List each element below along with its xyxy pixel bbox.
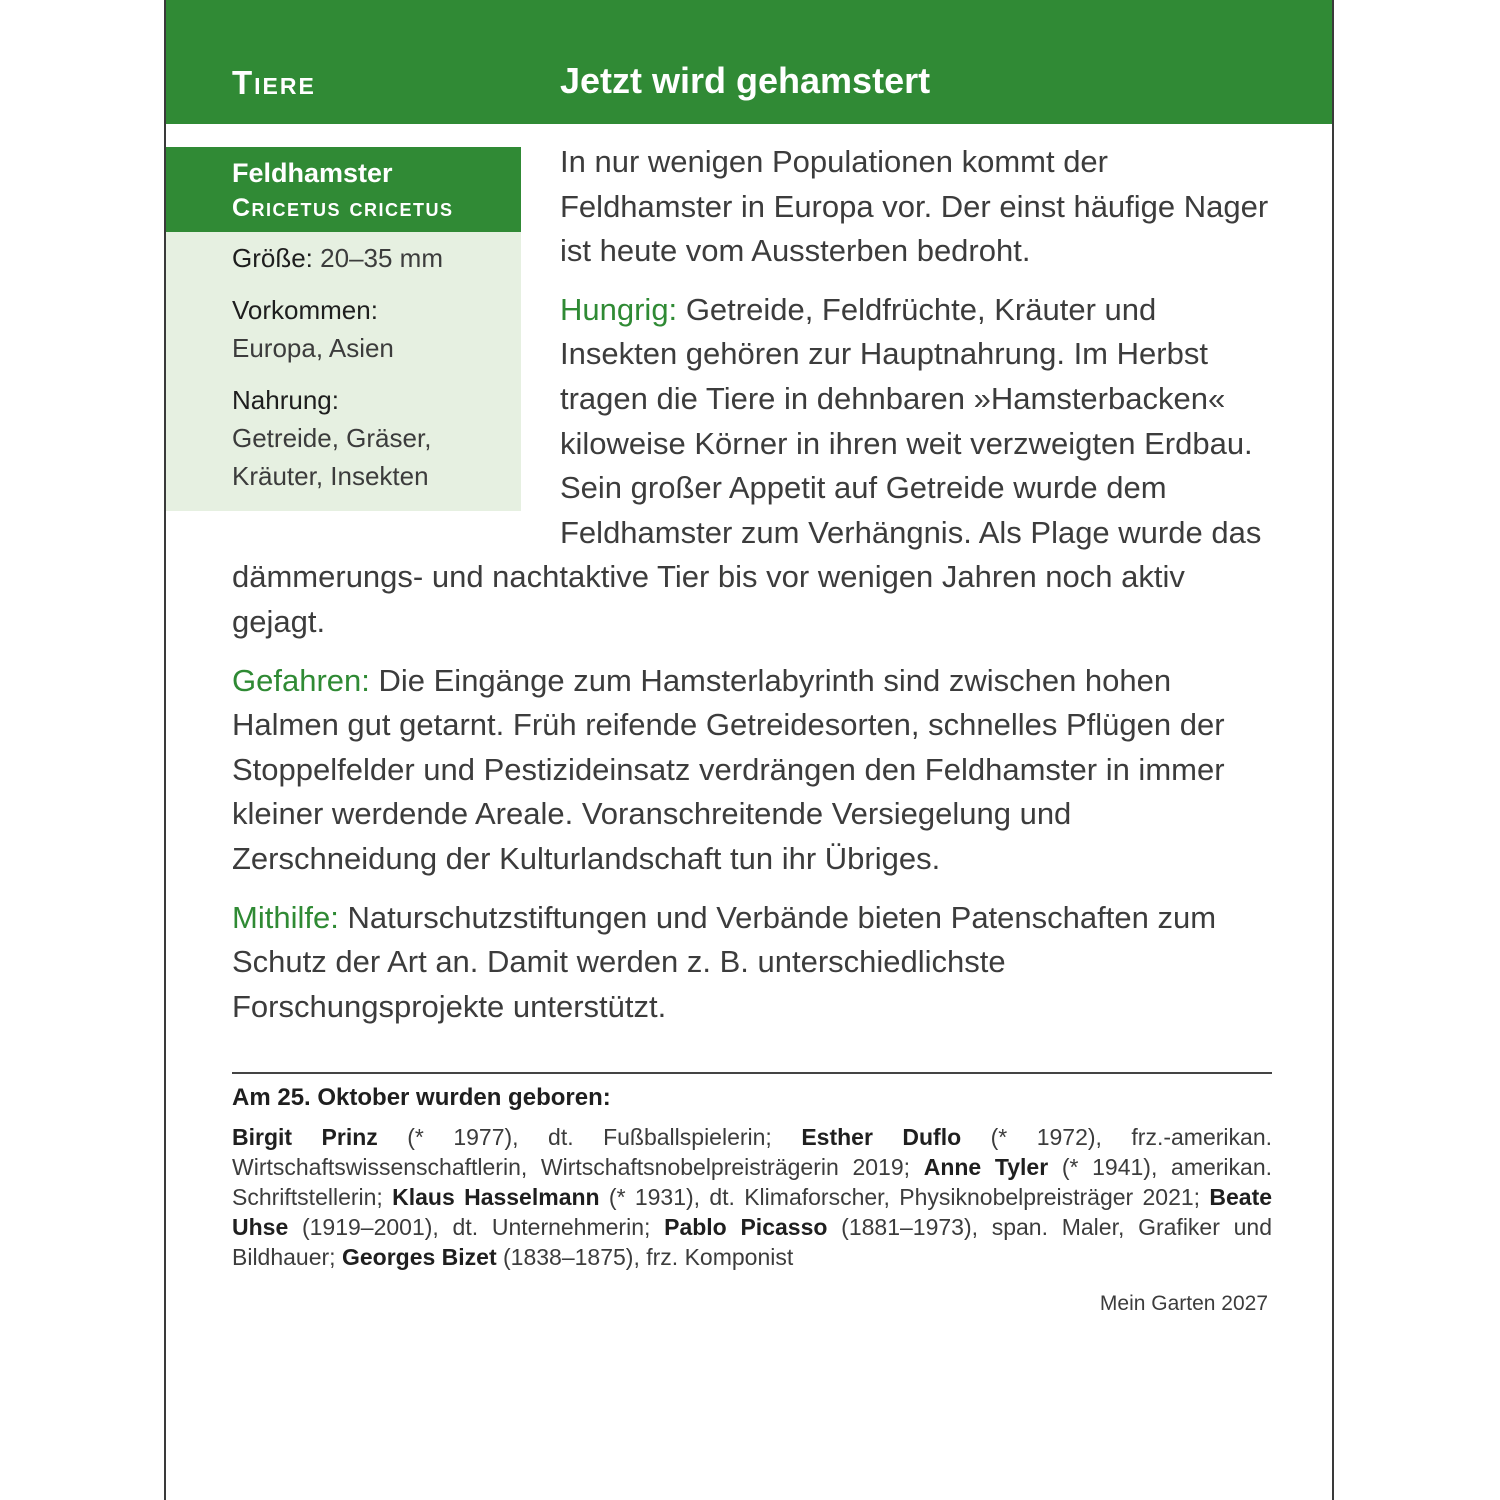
person-name: Georges Bizet <box>341 1244 497 1270</box>
category-label: Tiere <box>232 64 316 101</box>
person-info: (* 1941), amerikan. Schriftstellerin; <box>232 1154 1273 1210</box>
person-name: Anne Tyler <box>923 1154 1049 1180</box>
mithilfe-paragraph <box>232 896 1272 1030</box>
mithilfe-text: Naturschutzstiftungen und Verbände bieten Patenschaften zum Schutz der Art an. Damit werden z. B. unterschiedlichste Forschungsprojekte unterstützt. <box>232 899 1217 1024</box>
header-bar <box>166 0 1332 124</box>
food-label: Nahrung: <box>232 385 339 415</box>
birthdays-heading: Am 25. Oktober wurden geboren: <box>232 1084 611 1111</box>
divider <box>232 1072 1272 1074</box>
occurrence-label: Vorkommen: <box>232 295 378 325</box>
gefahren-text: Die Eingänge zum Hamsterlabyrinth sind zwischen hohen Halmen gut getarnt. Früh reifende Getreidesorten, schnelles Pflügen der Stoppelfelder und Pestizideinsatz verdrängen den Feldhamster in immer kleiner werdende Areale. Voranschreitende Versiegelung und Zerschneidung der Kulturlandschaft tun ihr Übriges. <box>232 662 1225 876</box>
person-info: (* 1977), dt. Fußballspielerin; <box>407 1124 772 1150</box>
person-info: (1881–1973), span. Maler, Grafiker und Bildhauer; <box>232 1214 1272 1270</box>
person-name: Birgit Prinz <box>232 1124 378 1150</box>
page-title: Jetzt wird gehamstert <box>560 60 931 101</box>
size-label: Größe: <box>232 243 313 273</box>
occurrence-value: Europa, Asien <box>232 333 394 363</box>
person-info: (1919–2001), dt. Unternehmerin; <box>301 1214 651 1240</box>
calendar-page <box>164 0 1334 1500</box>
person-info: (* 1972), frz.-amerikan. Wirtschaftswissenschaftlerin, Wirtschaftsnobelpreisträgerin 2019; <box>232 1124 1272 1180</box>
person-name: Beate Uhse <box>232 1184 1273 1240</box>
size-value: 20–35 mm <box>320 243 443 273</box>
intro-paragraph: In nur wenigen Populationen kommt der Feldhamster in Europa vor. Der einst häufige Nager ist heute vom Aussterben bedroht. <box>560 144 1269 269</box>
hungrig-label: Hungrig: <box>560 291 678 327</box>
food-value-line-2: Kräuter, Insekten <box>232 461 429 491</box>
person-info: (1838–1875), frz. Komponist <box>503 1244 794 1270</box>
mithilfe-label: Mithilfe: <box>232 899 339 935</box>
person-name: Esther Duflo <box>801 1124 962 1150</box>
person-info: (* 1931), dt. Klimaforscher, Physiknobelpreisträger 2021; <box>608 1184 1201 1210</box>
person-name: Pablo Picasso <box>664 1214 828 1240</box>
hungrig-text: Getreide, Feldfrüchte, Kräuter und Insekten gehören zur Hauptnahrung. Im Herbst tragen die Tiere in dehnbaren »Hamsterbacken« kiloweise Körner in ihren weit verzweigten Erdbau. Sein großer Appetit auf Getreide wurde dem Feldhamster zum Verhängnis. Als Plage wurde das dämmerungs- und nachtaktive Tier bis vor wenigen Jahren noch aktiv gejagt. <box>232 291 1262 639</box>
gefahren-label: Gefahren: <box>232 662 370 698</box>
source-footer: Mein Garten 2027 <box>1099 1292 1268 1315</box>
gefahren-paragraph <box>232 659 1272 882</box>
person-name: Klaus Hasselmann <box>392 1184 600 1210</box>
article-body <box>232 140 1272 1043</box>
species-latin-name: Cricetus cricetus <box>232 194 454 222</box>
food-value-line-1: Getreide, Gräser, <box>232 423 432 453</box>
birthdays-list <box>232 1122 1272 1272</box>
species-name: Feldhamster <box>232 158 393 188</box>
